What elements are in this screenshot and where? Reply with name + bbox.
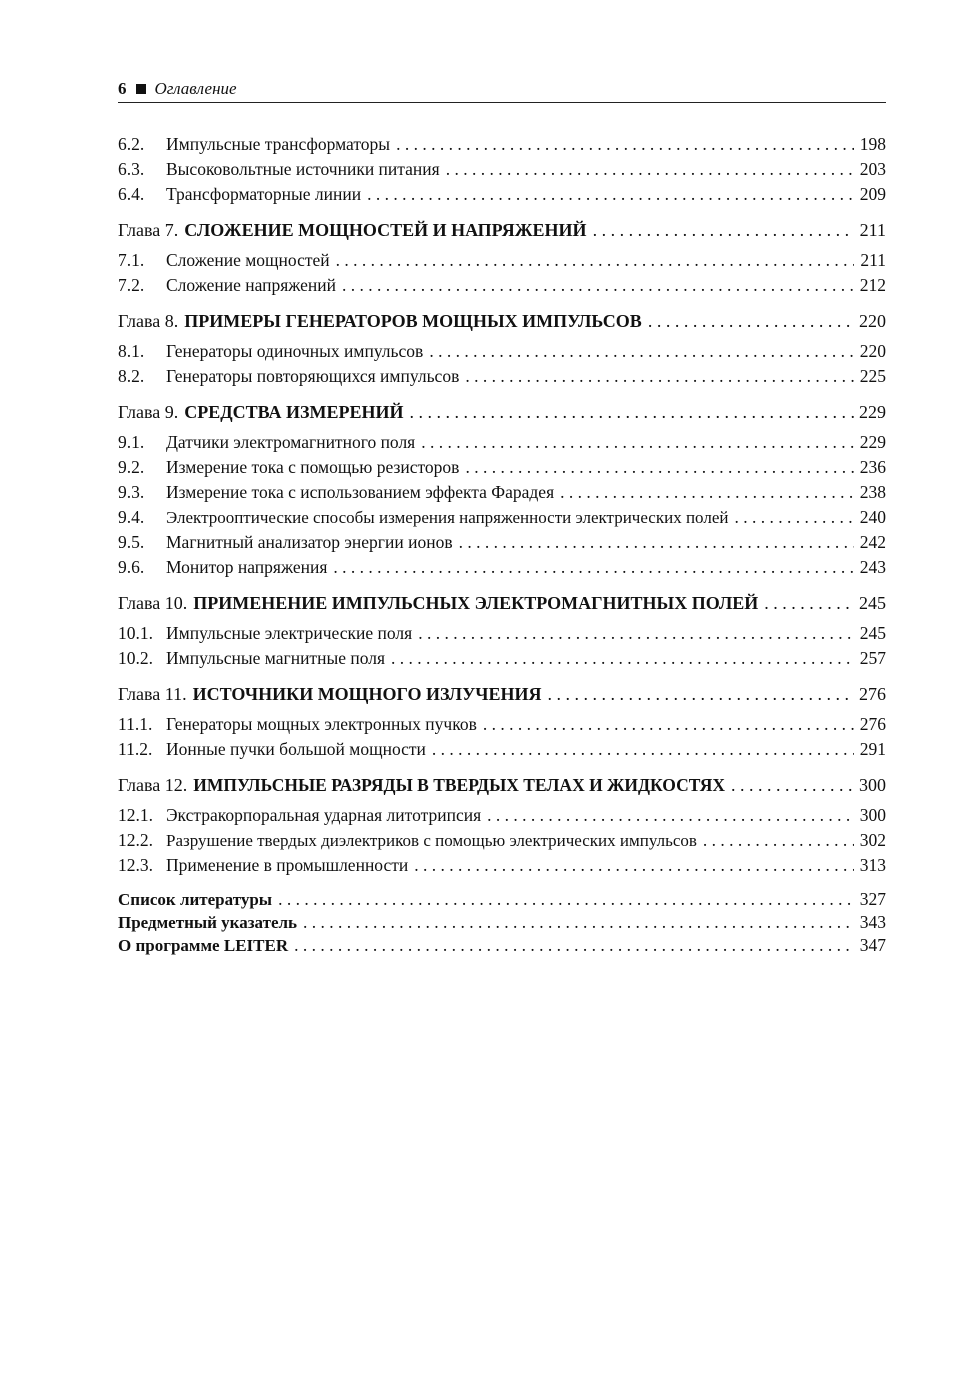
toc-section-row[interactable] xyxy=(118,853,886,878)
section-number: 11.1. xyxy=(118,714,153,734)
section-title: Магнитный анализатор энергии ионов xyxy=(166,532,453,552)
section-page: 242 xyxy=(859,532,886,552)
toc-section-row[interactable] xyxy=(118,737,886,762)
section-page: 203 xyxy=(859,159,886,179)
section-number: 6.4. xyxy=(118,184,145,204)
toc-section-row[interactable] xyxy=(118,505,886,530)
toc-section-row[interactable] xyxy=(118,364,886,389)
leader-dots xyxy=(446,157,854,182)
section-page: 238 xyxy=(859,482,886,502)
leader-dots xyxy=(414,853,854,878)
chapter-prefix: Глава 8. xyxy=(118,311,179,331)
toc-chapter-row[interactable] xyxy=(118,773,886,798)
leader-dots xyxy=(465,364,854,389)
section-title: Ионные пучки большой мощности xyxy=(166,739,426,759)
section-page: 236 xyxy=(859,457,886,477)
leader-dots xyxy=(421,430,854,455)
toc-chapter-row[interactable] xyxy=(118,218,886,243)
leader-dots xyxy=(548,682,854,707)
section-page: 225 xyxy=(859,366,886,386)
leader-dots xyxy=(432,737,854,762)
leader-dots xyxy=(303,911,854,934)
toc-section-row[interactable] xyxy=(118,530,886,555)
section-number: 10.2. xyxy=(118,648,153,668)
leader-dots xyxy=(396,132,854,157)
toc-section-row[interactable] xyxy=(118,480,886,505)
section-number: 12.1. xyxy=(118,805,153,825)
section-number: 10.1. xyxy=(118,623,153,643)
section-number: 9.4. xyxy=(118,507,145,527)
chapter-title: СРЕДСТВА ИЗМЕРЕНИЙ xyxy=(184,402,404,422)
leader-dots xyxy=(336,248,854,273)
section-page: 257 xyxy=(859,648,886,668)
section-number: 11.2. xyxy=(118,739,153,759)
leader-dots xyxy=(429,339,854,364)
leader-dots xyxy=(560,480,854,505)
toc-section-row[interactable] xyxy=(118,430,886,455)
section-number: 9.2. xyxy=(118,457,145,477)
leader-dots xyxy=(367,182,854,207)
leader-dots xyxy=(731,773,854,798)
section-title: Трансформаторные линии xyxy=(166,184,362,204)
chapter-prefix: Глава 7. xyxy=(118,220,179,240)
section-number: 6.2. xyxy=(118,134,145,154)
section-title: Датчики электромагнитного поля xyxy=(166,432,416,452)
leader-dots xyxy=(465,455,854,480)
leader-dots xyxy=(459,530,854,555)
table-of-contents xyxy=(118,132,886,957)
leader-dots xyxy=(764,591,854,616)
toc-backmatter-row[interactable] xyxy=(118,888,886,911)
toc-chapter-row[interactable] xyxy=(118,309,886,334)
section-title: Генераторы повторяющихся импульсов xyxy=(166,366,460,386)
section-title: Высоковольтные источники питания xyxy=(166,159,440,179)
chapter-title: ПРИМЕНЕНИЕ ИМПУЛЬСНЫХ ЭЛЕКТРОМАГНИТНЫХ ПОЛЕЙ xyxy=(193,593,759,613)
chapter-title: ПРИМЕРЫ ГЕНЕРАТОРОВ МОЩНЫХ ИМПУЛЬСОВ xyxy=(184,311,642,331)
toc-backmatter-row[interactable] xyxy=(118,911,886,934)
leader-dots xyxy=(703,828,854,853)
section-title: Применение в промышленности xyxy=(166,855,409,875)
section-title: Сложение мощностей xyxy=(166,250,330,270)
section-page: 243 xyxy=(859,557,886,577)
section-page: 276 xyxy=(859,714,886,734)
toc-backmatter-row[interactable] xyxy=(118,934,886,957)
section-page: 240 xyxy=(859,507,886,527)
leader-dots xyxy=(278,888,854,911)
toc-chapter-row[interactable] xyxy=(118,591,886,616)
leader-dots xyxy=(294,934,854,957)
toc-section-row[interactable] xyxy=(118,828,886,853)
section-number: 7.2. xyxy=(118,275,145,295)
leader-dots xyxy=(391,646,854,671)
toc-section-row[interactable] xyxy=(118,712,886,737)
section-page: 245 xyxy=(859,623,886,643)
section-number: 9.6. xyxy=(118,557,145,577)
section-number: 8.1. xyxy=(118,341,145,361)
section-number: 8.2. xyxy=(118,366,145,386)
chapter-page: 220 xyxy=(859,311,886,331)
section-page: 220 xyxy=(859,341,886,361)
section-number: 12.2. xyxy=(118,830,153,850)
chapter-title: СЛОЖЕНИЕ МОЩНОСТЕЙ И НАПРЯЖЕНИЙ xyxy=(184,220,587,240)
leader-dots xyxy=(593,218,854,243)
toc-section-row[interactable] xyxy=(118,621,886,646)
toc-section-row[interactable] xyxy=(118,248,886,273)
section-title: Импульсные магнитные поля xyxy=(166,648,386,668)
section-number: 9.3. xyxy=(118,482,145,502)
section-page: 211 xyxy=(860,250,886,270)
section-page: 209 xyxy=(859,184,886,204)
backmatter-title: О программе LEITER xyxy=(118,936,289,955)
leader-dots xyxy=(483,712,854,737)
section-title: Сложение напряжений xyxy=(166,275,337,295)
toc-section-row[interactable] xyxy=(118,455,886,480)
leader-dots xyxy=(487,803,854,828)
leader-dots xyxy=(410,400,854,425)
section-page: 291 xyxy=(859,739,886,759)
chapter-page: 300 xyxy=(859,775,886,795)
running-header xyxy=(118,76,886,103)
chapter-prefix: Глава 9. xyxy=(118,402,179,422)
section-number: 9.5. xyxy=(118,532,145,552)
toc-section-row[interactable] xyxy=(118,646,886,671)
toc-section-row[interactable] xyxy=(118,132,886,157)
chapter-page: 229 xyxy=(859,402,886,422)
section-number: 6.3. xyxy=(118,159,145,179)
toc-chapter-row[interactable] xyxy=(118,682,886,707)
leader-dots xyxy=(418,621,854,646)
toc-section-row[interactable] xyxy=(118,273,886,298)
section-title: Измерение тока с помощью резисторов xyxy=(166,457,460,477)
backmatter-page: 327 xyxy=(859,889,886,909)
square-bullet-icon xyxy=(136,84,146,94)
backmatter-page: 347 xyxy=(859,935,886,955)
chapter-prefix: Глава 12. xyxy=(118,775,188,795)
toc-section-row[interactable] xyxy=(118,803,886,828)
toc-section-row[interactable] xyxy=(118,182,886,207)
section-page: 302 xyxy=(859,830,886,850)
leader-dots xyxy=(648,309,854,334)
section-page: 229 xyxy=(859,432,886,452)
section-page: 300 xyxy=(859,805,886,825)
toc-section-row[interactable] xyxy=(118,157,886,182)
section-number: 7.1. xyxy=(118,250,145,270)
backmatter-page: 343 xyxy=(859,912,886,932)
header-title: Оглавление xyxy=(154,79,237,98)
leader-dots xyxy=(333,555,854,580)
section-title: Монитор напряжения xyxy=(166,557,328,577)
chapter-page: 245 xyxy=(859,593,886,613)
backmatter-title: Предметный указатель xyxy=(118,913,298,932)
backmatter-title: Список литературы xyxy=(118,890,273,909)
toc-section-row[interactable] xyxy=(118,339,886,364)
section-number: 9.1. xyxy=(118,432,145,452)
section-title: Импульсные электрические поля xyxy=(166,623,413,643)
section-title: Генераторы одиночных импульсов xyxy=(166,341,424,361)
toc-section-row[interactable] xyxy=(118,555,886,580)
section-title: Электрооптические способы измерения напряженности электрических полей xyxy=(166,508,729,527)
section-title: Генераторы мощных электронных пучков xyxy=(166,714,477,734)
chapter-prefix: Глава 10. xyxy=(118,593,188,613)
chapter-page: 211 xyxy=(859,220,886,240)
chapter-page: 276 xyxy=(859,684,886,704)
leader-dots xyxy=(342,273,854,298)
section-title: Измерение тока с использованием эффекта Фарадея xyxy=(166,482,555,502)
chapter-prefix: Глава 11. xyxy=(118,684,187,704)
chapter-title: ИСТОЧНИКИ МОЩНОГО ИЗЛУЧЕНИЯ xyxy=(192,684,542,704)
section-title: Импульсные трансформаторы xyxy=(166,134,391,154)
section-page: 313 xyxy=(859,855,886,875)
section-page: 198 xyxy=(859,134,886,154)
page-number: 6 xyxy=(118,79,127,98)
section-title: Экстракорпоральная ударная литотрипсия xyxy=(166,805,482,825)
toc-chapter-row[interactable] xyxy=(118,400,886,425)
section-page: 212 xyxy=(859,275,886,295)
section-number: 12.3. xyxy=(118,855,153,875)
section-title: Разрушение твердых диэлектриков с помощью электрических импульсов xyxy=(166,831,697,850)
leader-dots xyxy=(734,505,854,530)
chapter-title: ИМПУЛЬСНЫЕ РАЗРЯДЫ В ТВЕРДЫХ ТЕЛАХ И ЖИДКОСТЯХ xyxy=(193,775,726,795)
